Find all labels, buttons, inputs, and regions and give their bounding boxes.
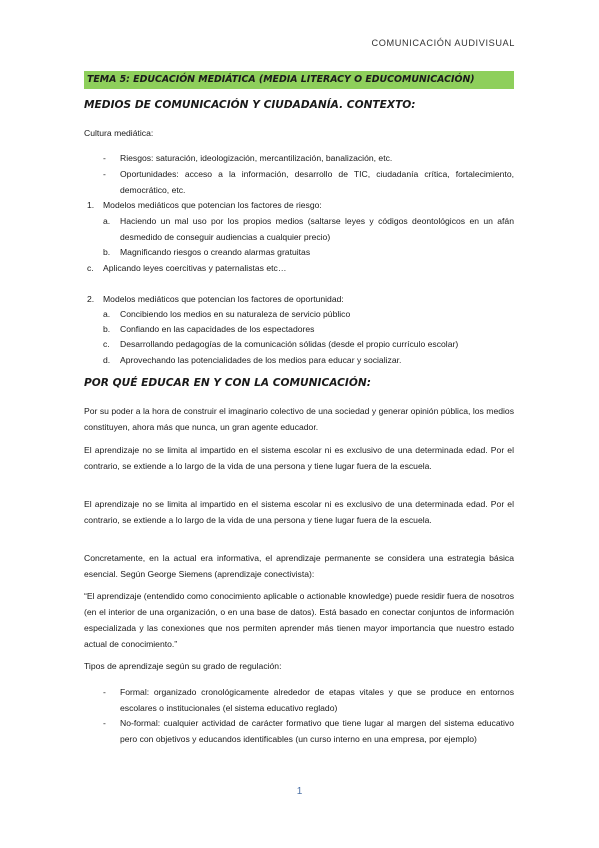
bullet-no-formal: No-formal: cualquier actividad de carácter formativo que tiene lugar al margen del sistema educativo pero con objetivos y educandos identificables (un curso interno en una empresa, por ejemplo) [120, 718, 514, 744]
list-letter: a. [103, 309, 111, 319]
running-header: COMUNICACIÓN AUDIVISUAL [371, 38, 515, 48]
intro-text: Cultura mediática: [84, 128, 154, 138]
bullet-mark: - [103, 718, 106, 728]
list-number: 1. [87, 200, 95, 210]
page-number: 1 [296, 786, 303, 797]
list-letter: c. [87, 263, 94, 273]
list-subitem: Desarrollando pedagogías de la comunicación sólidas (desde el propio currículo escolar) [120, 339, 459, 349]
list-letter: d. [103, 355, 111, 365]
section-title-por-que: POR QUÉ EDUCAR EN Y CON LA COMUNICACIÓN: [84, 377, 371, 389]
paragraph: Por su poder a la hora de construir el imaginario colectivo de una sociedad y generar opinión pública, los medios constituyen, ahora más que nunca, un gran agente educador. [84, 406, 514, 432]
bullet-mark: - [103, 687, 106, 697]
bullet-riesgos: Riesgos: saturación, ideologización, mercantilización, banalización, etc. [120, 153, 393, 163]
paragraph: Concretamente, en la actual era informativa, el aprendizaje permanente se considera una estrategia básica esencial. Según George Siemens (aprendizaje conectivista): [84, 553, 514, 579]
bullet-mark: - [103, 169, 106, 179]
list-letter: b. [103, 247, 111, 257]
list-letter: b. [103, 324, 111, 334]
quote-paragraph: “El aprendizaje (entendido como conocimiento aplicable o actionable knowledge) puede residir fuera de nosotros (en el interior de una organización, o en una base de datos). Está basado en conectar conjuntos de información especializada y las conexiones que nos permiten aprender más tienen mayor importancia que nuestro estado actual de conocimiento.” [84, 591, 514, 649]
paragraph: El aprendizaje no se limita al impartido en el sistema escolar ni es exclusivo de una determinada edad. Por el contrario, se extiende a lo largo de la vida de una persona y tiene lugar fuera de la escuela. [84, 445, 514, 471]
bullet-formal: Formal: organizado cronológicamente alrededor de etapas vitales y que se produce en entornos escolares o institucionales (el sistema educativo reglado) [120, 687, 514, 713]
list-subitem: Haciendo un mal uso por los propios medios (saltarse leyes y códigos deontológicos en un afán desmedido de conseguir audiencias a cualquier precio) [120, 216, 514, 242]
tema-heading: TEMA 5: EDUCACIÓN MEDIÁTICA (MEDIA LITERACY O EDUCOMUNICACIÓN) [84, 71, 514, 89]
list-subitem: Concibiendo los medios en su naturaleza de servicio público [120, 309, 351, 319]
bullet-oportunidades: Oportunidades: acceso a la información, desarrollo de TIC, ciudadanía crítica, fortalecimiento, democrático, etc. [120, 169, 514, 195]
paragraph: Tipos de aprendizaje según su grado de regulación: [84, 661, 282, 671]
list-subitem: Magnificando riesgos o creando alarmas gratuitas [120, 247, 311, 257]
list-subitem: Confiando en las capacidades de los espectadores [120, 324, 315, 334]
list-item-coercitivas: Aplicando leyes coercitivas y paternalistas etc… [103, 263, 287, 273]
list-number: 2. [87, 294, 95, 304]
list-subitem: Aprovechando las potencialidades de los medios para educar y socializar. [120, 355, 402, 365]
section-title-contexto: MEDIOS DE COMUNICACIÓN Y CIUDADANÍA. CONTEXTO: [84, 99, 416, 111]
paragraph: El aprendizaje no se limita al impartido en el sistema escolar ni es exclusivo de una determinada edad. Por el contrario, se extiende a lo largo de la vida de una persona y tiene lugar fuera de la escuela. [84, 499, 514, 525]
list-item-oportunidad: Modelos mediáticos que potencian los factores de oportunidad: [103, 294, 344, 304]
list-letter: a. [103, 216, 111, 226]
list-letter: c. [103, 339, 110, 349]
bullet-mark: - [103, 153, 106, 163]
list-item-riesgo: Modelos mediáticos que potencian los factores de riesgo: [103, 200, 322, 210]
